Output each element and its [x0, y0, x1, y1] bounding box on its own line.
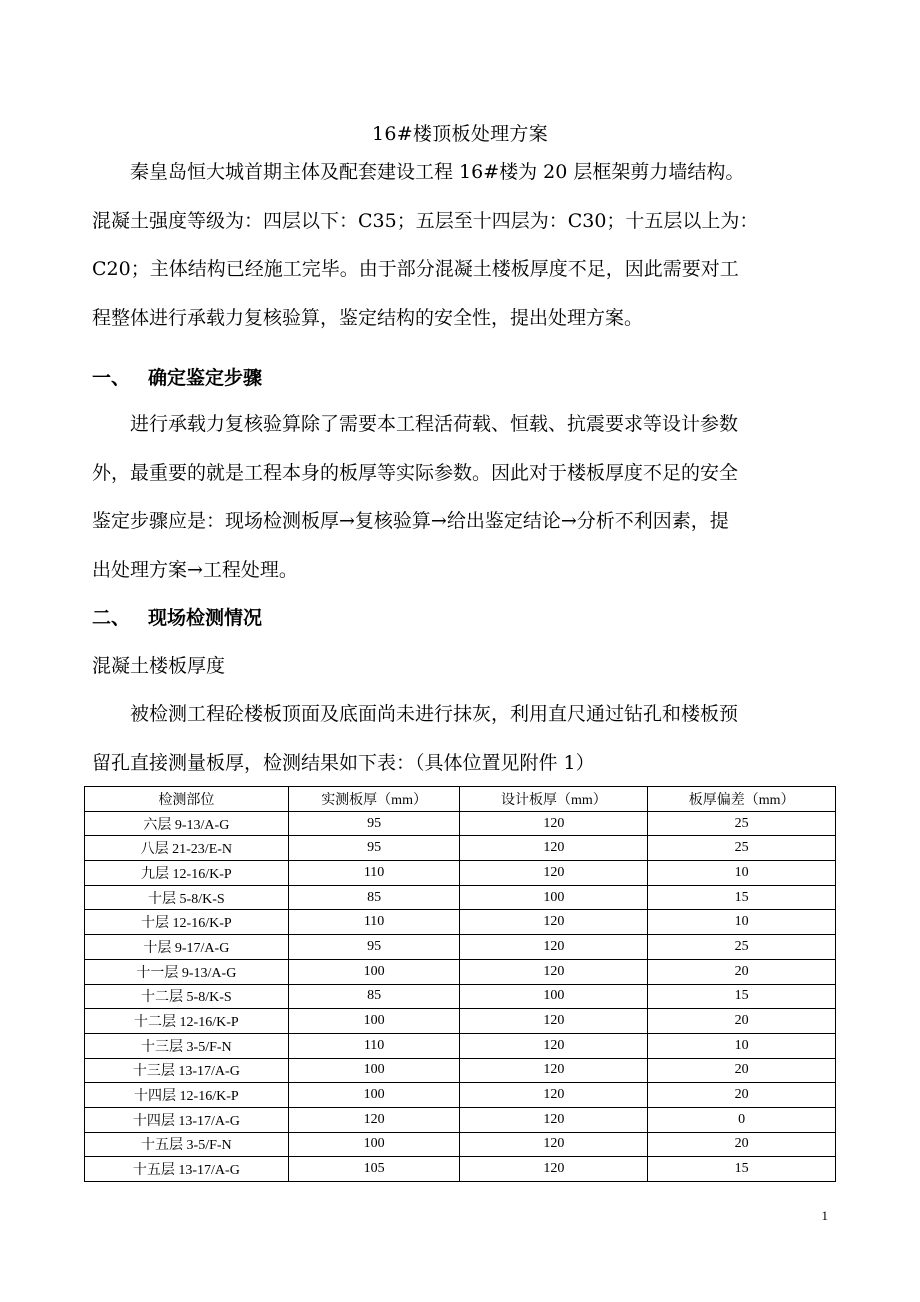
- table-row: [85, 1033, 836, 1058]
- cell-deviation: 20: [648, 959, 836, 984]
- cell-design: 120: [460, 1107, 648, 1132]
- cell-deviation: 0: [648, 1107, 836, 1132]
- cell-location: 十三层 13-17/A-G: [85, 1058, 289, 1083]
- cell-measured: 105: [288, 1157, 460, 1182]
- section1-title: 确定鉴定步骤: [148, 367, 263, 389]
- cell-deviation: 15: [648, 885, 836, 910]
- section1-paragraph: [92, 400, 832, 594]
- cell-design: 120: [460, 910, 648, 935]
- cell-location: 九层 12-16/K-P: [85, 861, 289, 886]
- table-row: [85, 959, 836, 984]
- table-row: [85, 836, 836, 861]
- table-row: [85, 885, 836, 910]
- cell-design: 100: [460, 984, 648, 1009]
- cell-deviation: 25: [648, 935, 836, 960]
- cell-location: 十五层 3-5/F-N: [85, 1132, 289, 1157]
- cell-measured: 110: [288, 910, 460, 935]
- table-row: [85, 1132, 836, 1157]
- cell-design: 120: [460, 1058, 648, 1083]
- section1-line: 出处理方案→工程处理。: [92, 558, 298, 581]
- cell-location: 十二层 12-16/K-P: [85, 1009, 289, 1034]
- cell-location: 十一层 9-13/A-G: [85, 959, 289, 984]
- cell-location: 八层 21-23/E-N: [85, 836, 289, 861]
- cell-deviation: 10: [648, 1033, 836, 1058]
- cell-deviation: 15: [648, 984, 836, 1009]
- cell-design: 120: [460, 811, 648, 836]
- intro-line: 混凝土强度等级为：四层以下：C35；五层至十四层为：C30；十五层以上为：: [92, 209, 759, 232]
- table-row: [85, 1107, 836, 1132]
- section2-title: 现场检测情况: [148, 607, 263, 629]
- section2-number: 二、: [92, 607, 131, 629]
- cell-measured: 95: [288, 836, 460, 861]
- section1-line: 外，最重要的就是工程本身的板厚等实际参数。因此对于楼板厚度不足的安全: [92, 461, 739, 484]
- header-design: 设计板厚（mm）: [460, 787, 648, 812]
- table-header-row: [85, 787, 836, 812]
- table-row: [85, 811, 836, 836]
- cell-location: 十五层 13-17/A-G: [85, 1157, 289, 1182]
- cell-measured: 95: [288, 811, 460, 836]
- cell-measured: 110: [288, 1033, 460, 1058]
- cell-design: 120: [460, 935, 648, 960]
- cell-location: 十三层 3-5/F-N: [85, 1033, 289, 1058]
- section1-number: 一、: [92, 367, 131, 389]
- cell-design: 120: [460, 1033, 648, 1058]
- table-row: [85, 1009, 836, 1034]
- cell-deviation: 25: [648, 811, 836, 836]
- intro-line: C20；主体结构已经施工完毕。由于部分混凝土楼板厚度不足，因此需要对工: [92, 258, 739, 280]
- cell-deviation: 10: [648, 861, 836, 886]
- cell-measured: 110: [288, 861, 460, 886]
- intro-line: 程整体进行承载力复核验算，鉴定结构的安全性，提出处理方案。: [92, 306, 644, 329]
- table-row: [85, 935, 836, 960]
- cell-design: 120: [460, 1083, 648, 1108]
- table-row: [85, 1157, 836, 1182]
- table-row: [85, 910, 836, 935]
- section1-line: 进行承载力复核验算除了需要本工程活荷载、恒载、抗震要求等设计参数: [130, 413, 739, 435]
- cell-deviation: 20: [648, 1009, 836, 1034]
- cell-measured: 100: [288, 1009, 460, 1034]
- cell-measured: 85: [288, 984, 460, 1009]
- cell-design: 120: [460, 959, 648, 984]
- section1-line: 鉴定步骤应是：现场检测板厚→复核验算→给出鉴定结论→分析不利因素，提: [92, 510, 729, 532]
- section2-line: 被检测工程砼楼板顶面及底面尚未进行抹灰，利用直尺通过钻孔和楼板预: [130, 703, 739, 725]
- document-title: 16#楼顶板处理方案: [371, 123, 549, 145]
- cell-deviation: 20: [648, 1058, 836, 1083]
- section1-heading: [92, 360, 262, 396]
- cell-measured: 100: [288, 1083, 460, 1108]
- cell-measured: 100: [288, 959, 460, 984]
- section2-line: 留孔直接测量板厚，检测结果如下表：（具体位置见附件 1）: [92, 751, 595, 774]
- cell-design: 120: [460, 836, 648, 861]
- header-measured: 实测板厚（mm）: [288, 787, 460, 812]
- cell-design: 120: [460, 1157, 648, 1182]
- table-row: [85, 861, 836, 886]
- cell-design: 120: [460, 1132, 648, 1157]
- table-body: [85, 811, 836, 1181]
- section2-subtitle: 混凝土楼板厚度: [92, 655, 226, 677]
- cell-measured: 100: [288, 1058, 460, 1083]
- intro-line: 秦皇岛恒大城首期主体及配套建设工程 16#楼为 20 层框架剪力墙结构。: [130, 161, 745, 183]
- cell-design: 120: [460, 1009, 648, 1034]
- cell-measured: 100: [288, 1132, 460, 1157]
- cell-measured: 95: [288, 935, 460, 960]
- header-location: 检测部位: [85, 787, 289, 812]
- cell-location: 十四层 13-17/A-G: [85, 1107, 289, 1132]
- table-row: [85, 984, 836, 1009]
- section2-heading: [92, 600, 262, 636]
- cell-measured: 120: [288, 1107, 460, 1132]
- cell-location: 十层 5-8/K-S: [85, 885, 289, 910]
- cell-deviation: 15: [648, 1157, 836, 1182]
- table-row: [85, 1058, 836, 1083]
- cell-location: 十四层 12-16/K-P: [85, 1083, 289, 1108]
- thickness-table: [84, 786, 836, 1182]
- cell-design: 120: [460, 861, 648, 886]
- cell-deviation: 10: [648, 910, 836, 935]
- section2-paragraph: [92, 690, 832, 787]
- cell-location: 六层 9-13/A-G: [85, 811, 289, 836]
- cell-design: 100: [460, 885, 648, 910]
- cell-location: 十二层 5-8/K-S: [85, 984, 289, 1009]
- header-deviation: 板厚偏差（mm）: [648, 787, 836, 812]
- cell-measured: 85: [288, 885, 460, 910]
- cell-deviation: 20: [648, 1132, 836, 1157]
- cell-deviation: 20: [648, 1083, 836, 1108]
- cell-location: 十层 12-16/K-P: [85, 910, 289, 935]
- page-number: 1: [821, 1208, 828, 1223]
- cell-location: 十层 9-17/A-G: [85, 935, 289, 960]
- cell-deviation: 25: [648, 836, 836, 861]
- intro-paragraph: [92, 148, 832, 342]
- table-row: [85, 1083, 836, 1108]
